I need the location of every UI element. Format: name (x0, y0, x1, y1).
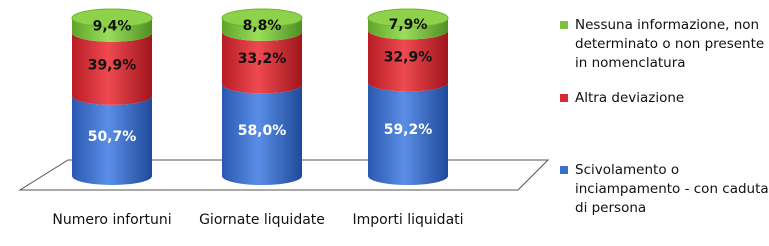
category-label-numero-infortuni: Numero infortuni (52, 212, 172, 228)
legend-label-scivolamento: Scivolamento o inciampamento - con caduta di persona (575, 162, 769, 216)
legend-label-nessuna-informazione: Nessuna informazione, non determinato o non presente in nomenclatura (575, 17, 765, 71)
data-label: 8,8% (242, 17, 282, 34)
legend-swatch-blue (560, 166, 568, 174)
cylinder-importi-liquidati (368, 9, 448, 185)
legend-swatch-green (560, 21, 568, 29)
legend-item-scivolamento (560, 161, 769, 218)
category-label-giornate-liquidate: Giornate liquidate (199, 212, 325, 228)
data-label: 9,4% (92, 18, 132, 35)
bars-group (72, 9, 448, 185)
data-label: 58,0% (237, 123, 287, 140)
legend-swatch-red (560, 94, 568, 102)
cylinder-numero-infortuni (72, 9, 152, 185)
legend (560, 0, 769, 246)
data-label: 59,2% (383, 122, 433, 139)
data-label: 32,9% (383, 49, 433, 66)
category-label-importi-liquidati: Importi liquidati (352, 212, 464, 228)
legend-item-nessuna-informazione (560, 16, 769, 73)
category-labels (52, 212, 463, 228)
data-label: 50,7% (87, 128, 137, 145)
cylinder-giornate-liquidate (222, 9, 302, 185)
legend-item-altra-deviazione (560, 89, 769, 108)
data-label: 33,2% (237, 51, 287, 68)
legend-label-altra-deviazione: Altra deviazione (575, 90, 685, 106)
data-label: 7,9% (388, 17, 428, 34)
data-label: 39,9% (87, 57, 137, 74)
